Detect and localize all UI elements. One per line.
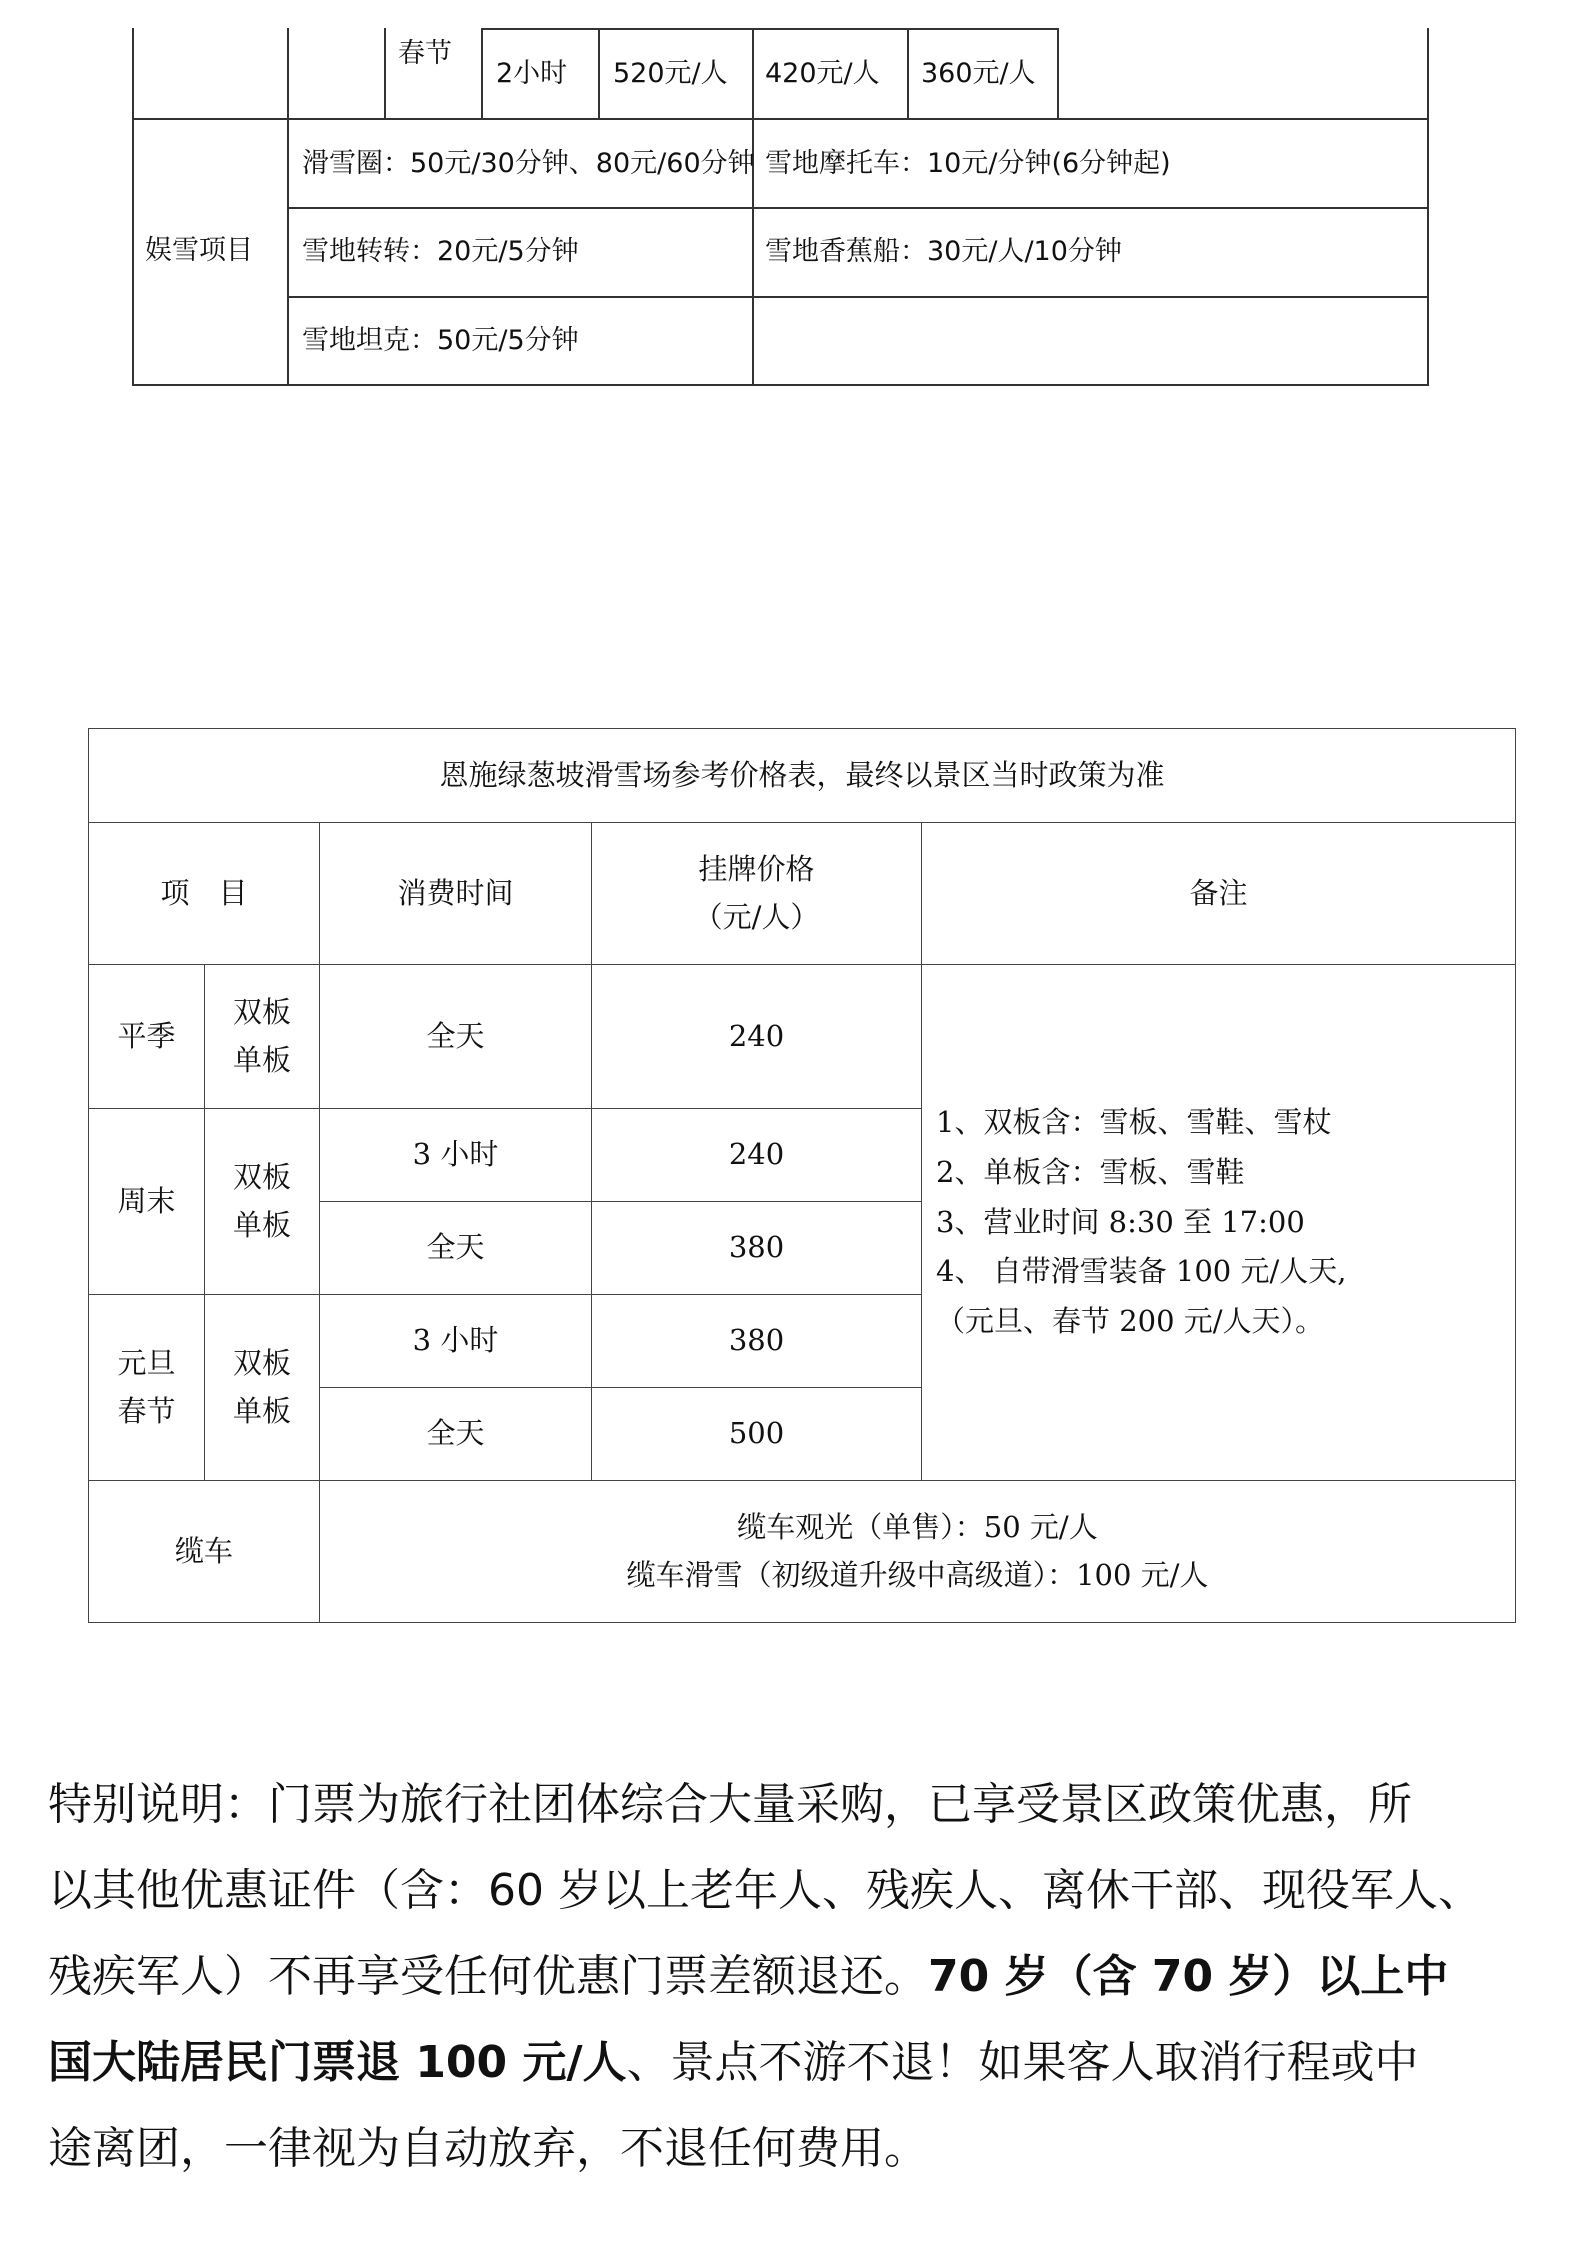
time-cell: 3 小时 <box>320 1109 592 1202</box>
header-price-unit: （元/人） <box>693 899 820 934</box>
header-price <box>592 823 922 965</box>
note-line: 4、 自带滑雪装备 100 元/人天, <box>936 1254 1347 1289</box>
table-row <box>89 823 1516 965</box>
note-text: 残疾军人）不再享受任何优惠门票差额退还。 <box>48 1951 928 2002</box>
table-border <box>132 384 1428 386</box>
price-cell: 380 <box>592 1202 922 1295</box>
festival-label: 春节 <box>398 38 452 69</box>
price-cell: 240 <box>592 1109 922 1202</box>
price-cell: 520元/人 <box>613 58 728 89</box>
price-cell: 420元/人 <box>765 58 880 89</box>
table-row <box>89 1481 1516 1623</box>
board-type: 双板 <box>232 1345 291 1380</box>
duration-cell: 2小时 <box>496 58 568 89</box>
activity-item: 雪地摩托车：10元/分钟(6分钟起) <box>765 148 1171 179</box>
note-line: 以其他优惠证件（含：60 岁以上老年人、残疾人、离休干部、现役军人、 <box>48 1865 1482 1916</box>
table-border <box>132 118 1428 120</box>
price-table <box>88 728 1516 1623</box>
table-border <box>1057 28 1059 118</box>
price-cell: 240 <box>592 965 922 1109</box>
header-item: 项 目 <box>89 823 320 965</box>
header-remark: 备注 <box>922 823 1516 965</box>
table-border <box>598 28 600 118</box>
board-type: 单板 <box>232 1042 291 1077</box>
season-name: 春节 <box>117 1393 176 1428</box>
note-line: 途离团，一律视为自动放弃，不退任何费用。 <box>48 2123 928 2174</box>
cable-car-prices <box>320 1481 1516 1623</box>
table-border <box>287 207 1428 209</box>
cable-car-label: 缆车 <box>89 1481 320 1623</box>
table-border <box>132 28 134 386</box>
activity-item: 雪地转转：20元/5分钟 <box>302 236 579 267</box>
board-type-cell <box>205 965 320 1109</box>
time-cell: 全天 <box>320 1388 592 1481</box>
board-type: 双板 <box>232 994 291 1029</box>
note-line: 特别说明：门票为旅行社团体综合大量采购，已享受景区政策优惠，所 <box>48 1779 1412 1830</box>
season-name: 元旦 <box>117 1345 176 1380</box>
table-border <box>907 28 909 118</box>
season-cell <box>89 1295 205 1481</box>
note-line: 3、营业时间 8:30 至 17:00 <box>936 1204 1305 1239</box>
table-row <box>89 729 1516 823</box>
price-table-title: 恩施绿葱坡滑雪场参考价格表，最终以景区当时政策为准 <box>89 729 1516 823</box>
board-type: 单板 <box>232 1207 291 1242</box>
board-type: 单板 <box>232 1393 291 1428</box>
note-text: 、景点不游不退！如果客人取消行程或中 <box>626 2037 1419 2088</box>
note-line <box>48 1934 1548 2020</box>
table-border <box>481 28 483 118</box>
note-line <box>48 2020 1548 2106</box>
table-row <box>89 965 1516 1109</box>
season-cell: 平季 <box>89 965 205 1109</box>
time-cell: 3 小时 <box>320 1295 592 1388</box>
header-price-line: 挂牌价格 <box>698 851 815 886</box>
season-cell: 周末 <box>89 1109 205 1295</box>
board-type-cell <box>205 1295 320 1481</box>
entertainment-table <box>132 28 1428 386</box>
note-line: 1、双板含：雪板、雪鞋、雪杖 <box>936 1104 1332 1139</box>
activity-item: 雪地坦克：50元/5分钟 <box>302 325 579 356</box>
cable-car-line: 缆车观光（单售）：50 元/人 <box>737 1509 1098 1544</box>
time-cell: 全天 <box>320 1202 592 1295</box>
board-type: 双板 <box>232 1159 291 1194</box>
price-cell: 500 <box>592 1388 922 1481</box>
price-cell: 380 <box>592 1295 922 1388</box>
note-line: （元旦、春节 200 元/人天）。 <box>936 1304 1325 1339</box>
time-cell: 全天 <box>320 965 592 1109</box>
board-type-cell <box>205 1109 320 1295</box>
table-border <box>384 28 386 118</box>
table-border <box>481 28 1058 30</box>
section-label: 娱雪项目 <box>145 235 253 266</box>
price-cell: 360元/人 <box>921 58 1036 89</box>
activity-item: 滑雪圈：50元/30分钟、80元/60分钟 <box>302 148 755 179</box>
note-emphasis: 70 岁（含 70 岁）以上中 <box>928 1951 1449 2002</box>
table-border <box>287 296 1428 298</box>
note-line: 2、单板含：雪板、雪鞋 <box>936 1154 1245 1189</box>
remark-notes <box>922 965 1516 1481</box>
note-emphasis: 国大陆居民门票退 100 元/人 <box>48 2037 627 2088</box>
special-note <box>48 1762 1548 2192</box>
activity-item: 雪地香蕉船：30元/人/10分钟 <box>765 236 1122 267</box>
cable-car-line: 缆车滑雪（初级道升级中高级道）：100 元/人 <box>626 1557 1209 1592</box>
header-time: 消费时间 <box>320 823 592 965</box>
